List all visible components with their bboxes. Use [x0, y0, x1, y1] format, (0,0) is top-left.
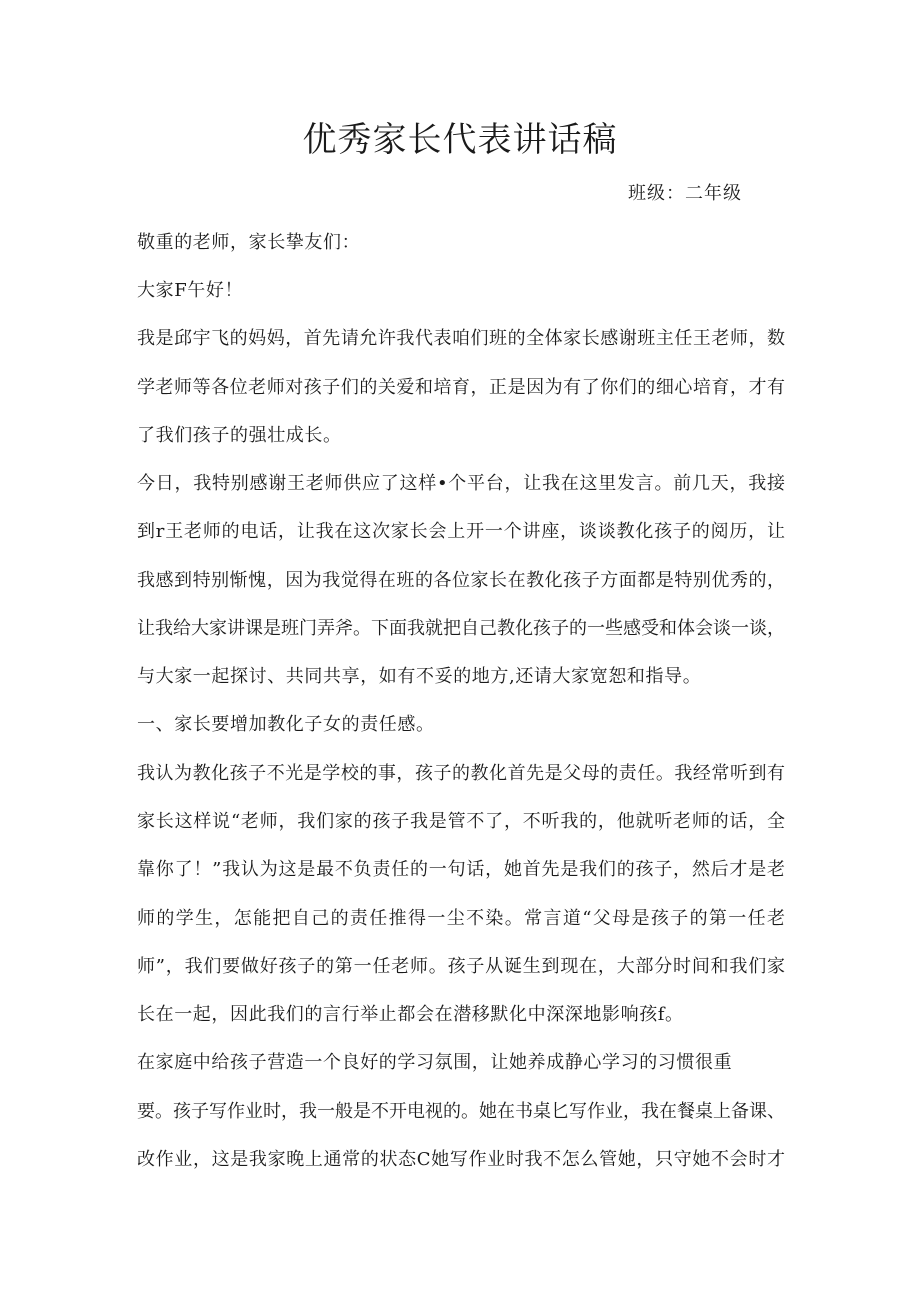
text-line: 学老师等各位老师对孩子们的关爱和培育，正是因为有了你们的细心培育，才有	[137, 377, 785, 398]
class-label: 班级：二年级	[628, 183, 742, 204]
text-line: 敬重的老师，家长挚友们：	[137, 232, 361, 253]
section-heading: 一、家长要增加教化子女的责任感。	[137, 714, 435, 735]
text-line: 师的学生，怎能把自己的责任推得一尘不染。常言道“父母是孩子的第一任老	[137, 908, 785, 929]
text-line: 家长这样说“老师，我们家的孩子我是管不了，不听我的，他就听老师的话，全	[137, 811, 785, 832]
text-line: 师”，我们要做好孩子的第一任老师。孩子从诞生到现在，大部分时间和我们家	[137, 956, 785, 977]
text-line: 要。孩子写作业时，我一般是不开电视的。她在书桌匕写作业，我在餐桌上备课、	[137, 1101, 785, 1122]
text-line: 让我给大家讲课是班门弄斧。下面我就把自己教化孩子的一些感受和体会谈一谈，	[137, 618, 785, 639]
text-line: 我认为教化孩子不光是学校的事，孩子的教化首先是父母的责任。我经常听到有	[137, 763, 785, 784]
text-line: 大家F午好！	[137, 280, 244, 301]
text-line: 了我们孩子的强壮成长。	[137, 425, 342, 446]
text-line: 到r王老师的电话，让我在这次家长会上开一个讲座，谈谈教化孩子的阅历，让	[137, 521, 785, 542]
text-line: 我是邱宇飞的妈妈，首先请允许我代表咱们班的全体家长感谢班主任王老师，数	[137, 328, 785, 349]
text-line: 改作业，这是我家晚上通常的状态C她写作业时我不怎么管她，只守她不会时才	[137, 1149, 785, 1170]
text-line: 今日，我特别感谢王老师供应了这样•个平台，让我在这里发言。前几天，我接	[137, 473, 785, 494]
text-line: 长在一起，因此我们的言行举止都会在潜移默化中深深地影响孩f。	[137, 1004, 684, 1025]
document-title: 优秀家长代表讲话稿	[302, 120, 618, 160]
text-line: 在家庭中给孩子营造一个良好的学习氛围，让她养成静心学习的习惯很重	[137, 1052, 733, 1073]
text-line: 靠你了！”我认为这是最不负责任的一句话，她首先是我们的孩子，然后才是老	[137, 859, 785, 880]
text-line: 我感到特别惭愧，因为我觉得在班的各位家长在教化孩子方面都是特别优秀的，	[137, 570, 785, 591]
text-line: 与大家一起探讨、共同共享，如有不妥的地方,还请大家宽恕和指导。	[137, 666, 702, 687]
